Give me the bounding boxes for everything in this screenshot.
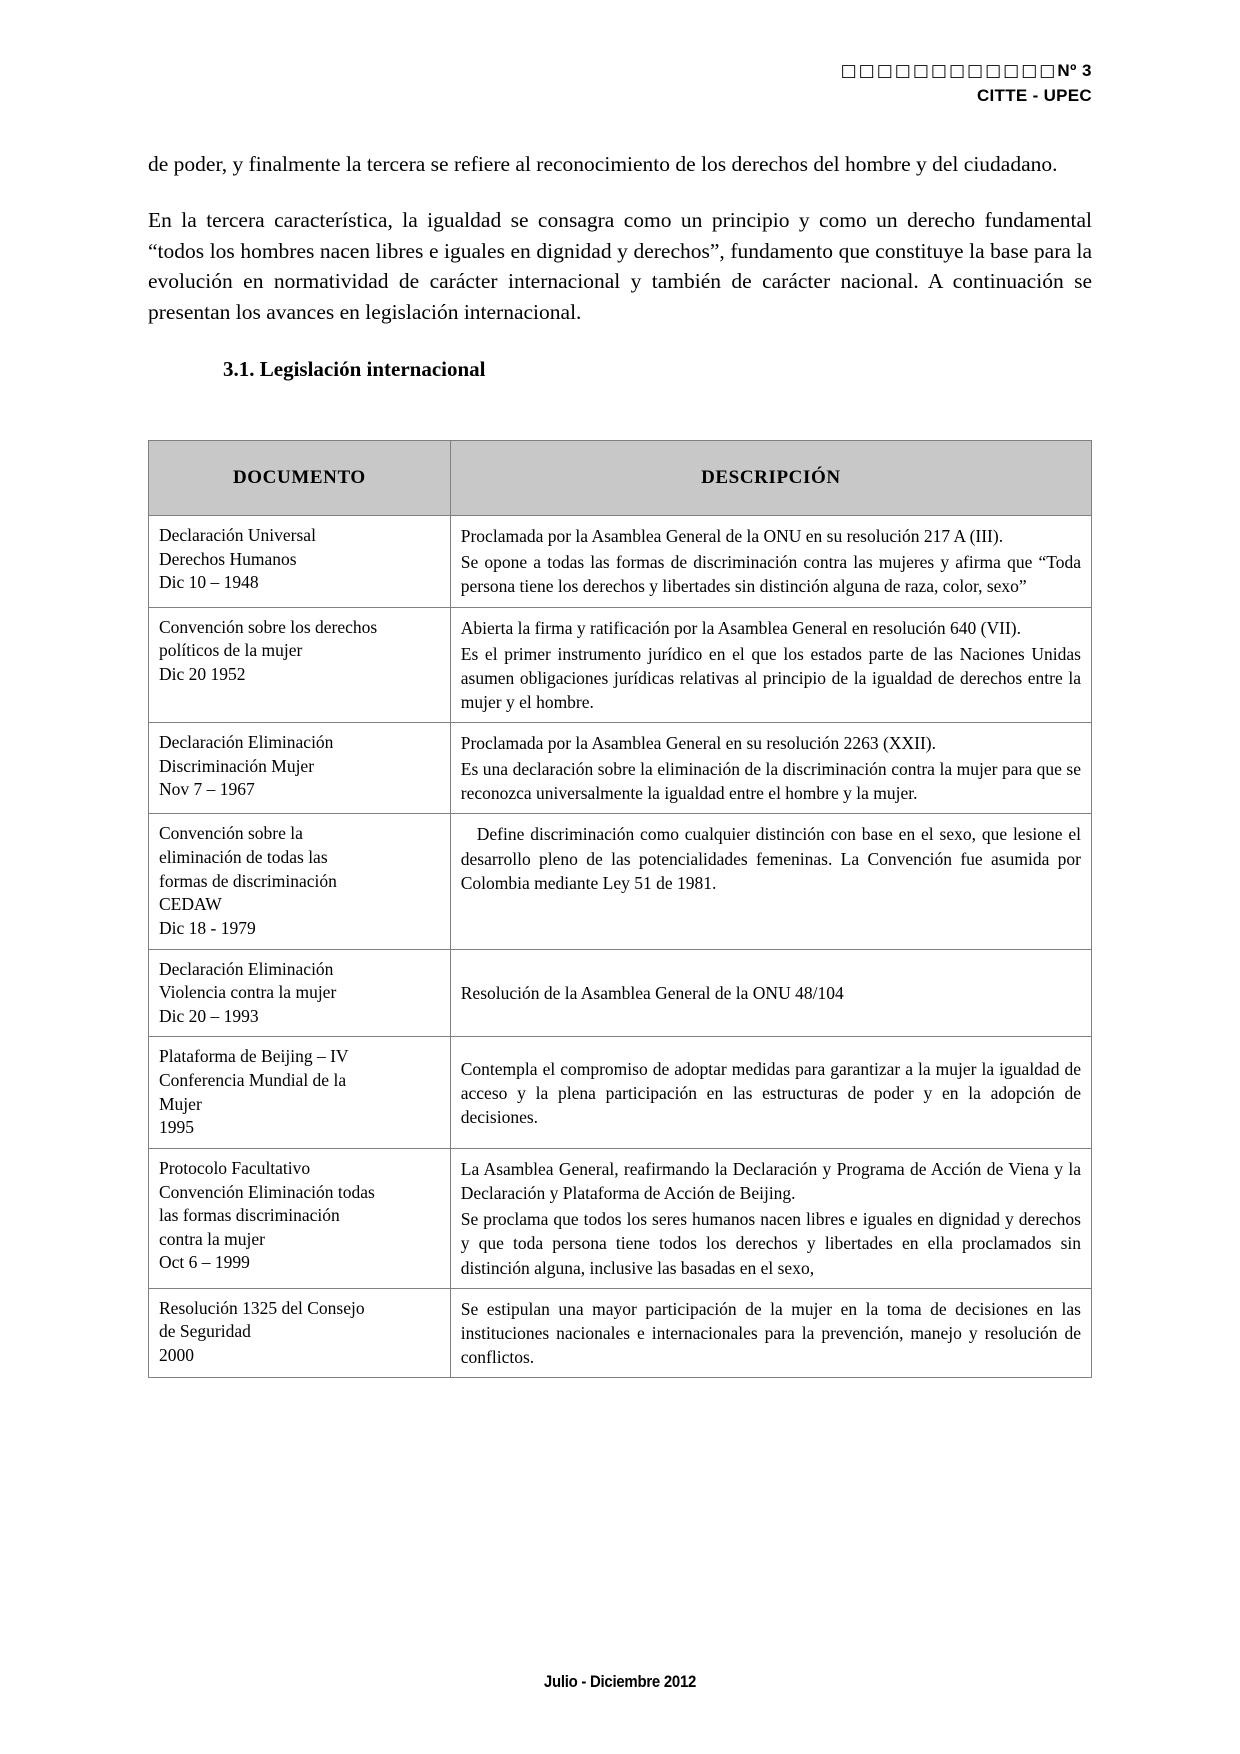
- document-line: las formas discriminación: [159, 1205, 340, 1226]
- table-cell-documento: [149, 516, 451, 607]
- table-cell-descripcion: [450, 1148, 1091, 1288]
- description-paragraph: Abierta la firma y ratificación por la Asamblea General en resolución 640 (VII).: [460, 617, 1022, 638]
- table-cell-documento: [149, 1148, 451, 1288]
- page-header: [148, 60, 1092, 107]
- table-cell-descripcion: [450, 1037, 1091, 1149]
- header-boxes-glyphs: □□□□□□□□□□□□: [840, 61, 1058, 81]
- table-cell-documento: [149, 1288, 451, 1377]
- table-cell-documento: [149, 814, 451, 949]
- document-body: [148, 149, 1092, 383]
- document-line: contra la mujer: [159, 1228, 265, 1249]
- document-line: Convención Eliminación todas: [159, 1181, 375, 1202]
- international-legislation-table: [148, 440, 1092, 1378]
- column-header-descripcion: DESCRIPCIÓN: [450, 441, 1091, 516]
- description-paragraph: Se opone a todas las formas de discriminación contra las mujeres y afirma que “Toda persona tiene los derechos y libertades sin distinción alguna de raza, color, sexo”: [460, 552, 1081, 597]
- table-row: [149, 949, 1092, 1037]
- table-cell-descripcion: [450, 516, 1091, 607]
- document-line: Declaración Universal: [159, 525, 316, 546]
- document-line: de Seguridad: [159, 1321, 251, 1342]
- table-row: [149, 1288, 1092, 1377]
- document-line: 2000: [159, 1344, 194, 1365]
- table-cell-descripcion: [450, 949, 1091, 1037]
- section-heading-3-1: 3.1. Legislación internacional: [223, 357, 486, 382]
- document-line: Resolución 1325 del Consejo: [159, 1297, 365, 1318]
- table-row: [149, 516, 1092, 607]
- document-line: eliminación de todas las: [159, 847, 328, 868]
- paragraph-third-characteristic: En la tercera característica, la igualdad se consagra como un principio y como un derecho fundamental “todos los hombres nacen libres e iguales en dignidad y derechos”, fundamento que constituye la base para la evolución en normatividad de carácter internacional y también de carácter nacional. A continuación se presentan los avances en legislación internacional.: [148, 208, 1092, 324]
- document-line: Convención sobre los derechos: [159, 616, 378, 637]
- document-line: Declaración Eliminación: [159, 958, 334, 979]
- description-paragraph: Proclamada por la Asamblea General de la ONU en su resolución 217 A (III).: [460, 526, 1004, 547]
- document-line: Conferencia Mundial de la: [159, 1070, 347, 1091]
- document-line: políticos de la mujer: [159, 640, 303, 661]
- table-cell-descripcion: [450, 723, 1091, 814]
- document-line: Declaración Eliminación: [159, 732, 334, 753]
- header-issue-number: Nº 3: [1057, 61, 1092, 80]
- document-line: Violencia contra la mujer: [159, 982, 337, 1003]
- page-footer: Julio - Diciembre 2012: [543, 1672, 697, 1691]
- table-cell-documento: [149, 949, 451, 1037]
- description-paragraph: Contempla el compromiso de adoptar medidas para garantizar a la mujer la igualdad de acceso y la plena participación en las estructuras de poder y en la adopción de decisiones.: [460, 1058, 1081, 1127]
- table-row: [149, 1148, 1092, 1288]
- description-paragraph: Proclamada por la Asamblea General en su resolución 2263 (XXII).: [460, 733, 937, 754]
- table-head: [149, 441, 1092, 516]
- column-header-documento: DOCUMENTO: [149, 441, 451, 516]
- table-row: [149, 1037, 1092, 1149]
- header-subtitle: CITTE - UPEC: [976, 86, 1092, 106]
- table-cell-documento: [149, 607, 451, 723]
- description-paragraph: Es el primer instrumento jurídico en el que los estados parte de las Naciones Unidas asumen obligaciones jurídicas relativas al principio de la igualdad de derechos entre la mujer y el hombre.: [460, 643, 1081, 712]
- header-title-line: [148, 60, 1092, 82]
- table-body: [149, 516, 1092, 1378]
- description-paragraph: La Asamblea General, reafirmando la Declaración y Programa de Acción de Viena y la Declaración y Plataforma de Acción de Beijing.: [460, 1158, 1081, 1204]
- document-line: Convención sobre la: [159, 823, 303, 844]
- table-row: [149, 723, 1092, 814]
- description-paragraph: Se estipulan una mayor participación de la mujer en la toma de decisiones en las instituciones nacionales e internacionales para la prevención, manejo y resolución de conflictos.: [460, 1298, 1081, 1367]
- table-cell-documento: [149, 1037, 451, 1149]
- table-cell-descripcion: [450, 1288, 1091, 1377]
- document-line: Dic 20 – 1993: [159, 1005, 259, 1026]
- document-line: Oct 6 – 1999: [159, 1252, 250, 1273]
- paragraph-continuation: de poder, y finalmente la tercera se refiere al reconocimiento de los derechos del hombre y del ciudadano.: [148, 151, 1058, 176]
- document-line: Discriminación Mujer: [159, 755, 315, 776]
- document-line: Derechos Humanos: [159, 548, 297, 569]
- document-line: 1995: [159, 1117, 194, 1138]
- document-line: Dic 18 - 1979: [159, 917, 256, 938]
- document-line: formas de discriminación: [159, 870, 337, 891]
- document-line: Dic 10 – 1948: [159, 572, 259, 593]
- description-paragraph: Es una declaración sobre la eliminación de la discriminación contra la mujer para que se reconozca universalmente la igualdad entre el hombre y la mujer.: [460, 759, 1081, 804]
- table-row: [149, 607, 1092, 723]
- document-line: Protocolo Facultativo: [159, 1157, 311, 1178]
- document-line: CEDAW: [159, 894, 222, 915]
- table-cell-descripcion: [450, 814, 1091, 949]
- table-cell-descripcion: [450, 607, 1091, 723]
- document-line: Mujer: [159, 1093, 202, 1114]
- document-line: Plataforma de Beijing – IV: [159, 1046, 349, 1067]
- document-line: Dic 20 1952: [159, 663, 246, 684]
- table-row: [149, 814, 1092, 949]
- document-line: Nov 7 – 1967: [159, 779, 255, 800]
- table-cell-documento: [149, 723, 451, 814]
- description-paragraph: Se proclama que todos los seres humanos nacen libres e iguales en dignidad y derechos y que toda persona tiene todos los derechos y libertades en ella proclamados sin distinción alguna, inclusive las basadas en el sexo,: [460, 1209, 1081, 1278]
- description-paragraph: Define discriminación como cualquier distinción con base en el sexo, que lesione el desarrollo pleno de las potencialidades femeninas. La Convención fue asumida por Colombia mediante Ley 51 de 1981.: [460, 824, 1081, 893]
- table-header-row: [149, 441, 1092, 516]
- description-paragraph: Resolución de la Asamblea General de la ONU 48/104: [460, 982, 844, 1003]
